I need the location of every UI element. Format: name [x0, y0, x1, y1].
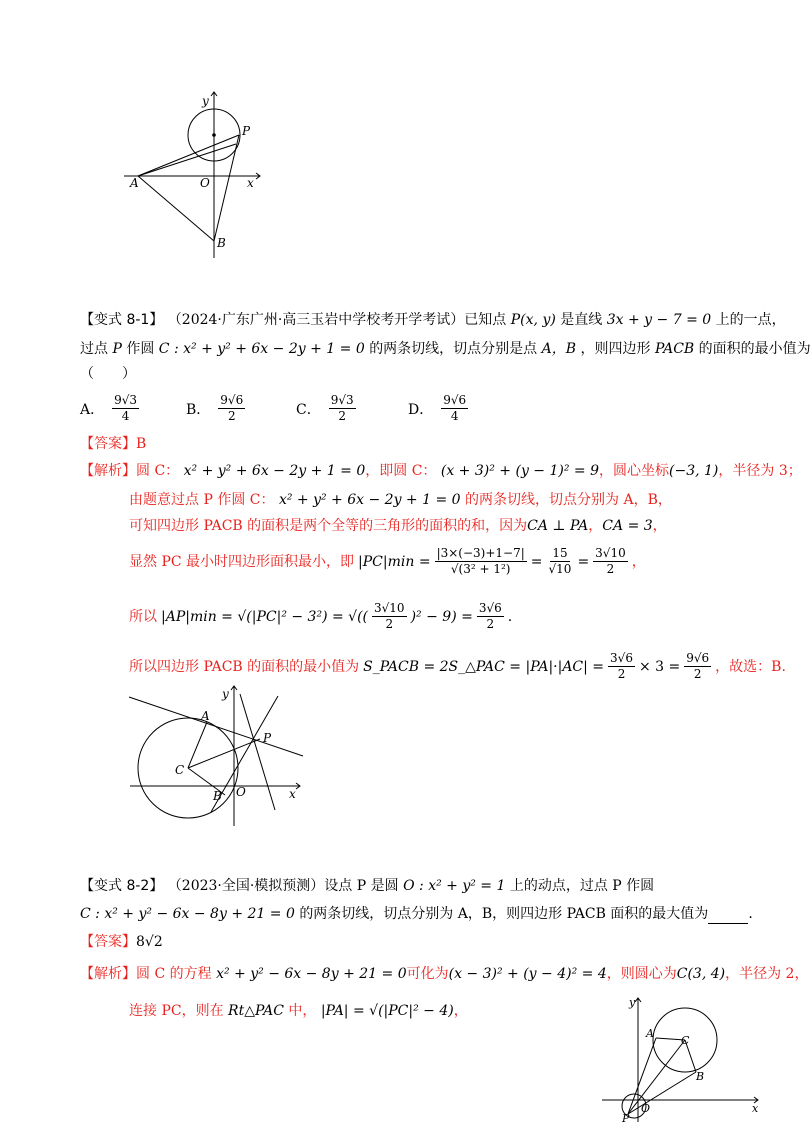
frac-num: 3√10 — [595, 546, 626, 560]
v81-line-2 — [80, 339, 811, 359]
option-letter: D． — [408, 401, 434, 418]
v81-l2-e: 的面积的最小值为 — [698, 341, 811, 357]
v81-l2-c: 的两条切线，切点分别是点 — [369, 341, 538, 357]
fig1-label-p: P — [242, 124, 251, 138]
s1-eq2: (x + 3)² + (y − 1)² = 9 — [440, 463, 599, 479]
s2-text: 由题意过点 P 作圆 C： — [129, 492, 275, 508]
option-fraction — [329, 393, 356, 424]
v81-l2-b: 作圆 — [126, 341, 155, 357]
fig2-label-y: y — [222, 687, 229, 701]
s1-center: (−3, 1) — [669, 463, 719, 479]
s1-text: 圆 C 的方程 — [136, 966, 212, 982]
v81-analysis-line-6 — [129, 651, 786, 682]
v81-l2-a: 过点 — [80, 341, 108, 357]
fig3-label-a: A — [646, 1027, 654, 1040]
segment-pb — [214, 135, 239, 241]
s4-lhs: |PC|min = — [358, 553, 431, 570]
frac-num: 9√6 — [443, 393, 467, 407]
fig1-label-b: B — [217, 236, 226, 250]
s3-b: ， — [588, 518, 603, 534]
frac-num: 15 — [552, 546, 568, 560]
v81-source: （2024·广东广州·高三玉岩中学校考开学考试）已知点 — [167, 312, 507, 328]
s4-end: ， — [631, 553, 646, 570]
frac-num: |3×(−3)+1−7| — [436, 546, 525, 560]
figure-2 — [125, 682, 315, 830]
s1-center: C(3, 4) — [676, 966, 726, 982]
v82-source: （2023·全国·模拟预测）设点 P 是圆 — [167, 878, 399, 894]
s3-text: 可知四边形 PACB 的面积是两个全等的三角形的面积的和，因为 — [129, 518, 528, 534]
s3-c: ， — [652, 518, 667, 534]
v82-analysis-line-2 — [129, 1001, 468, 1021]
s4-eq2: = — [577, 553, 590, 570]
frac-den: 4 — [450, 409, 459, 423]
s4-eq: = — [530, 553, 543, 570]
s6-frac-1 — [608, 651, 635, 682]
v81-line-eq: 3x + y − 7 = 0 — [606, 312, 712, 328]
fig3-label-x: x — [752, 1102, 759, 1115]
analysis-tag: 【解析】 — [80, 463, 136, 479]
fig2-label-p: P — [263, 731, 272, 745]
s1-c: ，圆心坐标 — [599, 463, 669, 479]
frac-num: 3√6 — [610, 651, 633, 665]
v82-l2-b: 的两条切线，切点分别为 A，B，则四边形 PACB 面积的最大值为 — [299, 906, 709, 922]
v81-circle-eq: C : x² + y² + 6x − 2y + 1 = 0 — [158, 341, 365, 357]
v81-answer — [80, 434, 146, 454]
s4-frac-2 — [547, 546, 574, 577]
v81-text-line: 是直线 — [560, 312, 603, 328]
s1-b: 可化为 — [406, 966, 449, 982]
s1-text: 圆 C： — [136, 463, 180, 479]
v81-option-a — [80, 393, 139, 424]
s1-eq2: (x − 3)² + (y − 4)² = 4 — [448, 966, 607, 982]
v82-analysis-line-1 — [80, 964, 808, 984]
v81-point-p: P(x, y) — [510, 312, 556, 328]
frac-num: 3√6 — [478, 601, 502, 615]
s2-b: 中， — [288, 1003, 317, 1019]
v81-l2-ab: A，B — [541, 341, 577, 357]
frac-den: 2 — [385, 617, 394, 631]
answer-value: 8√2 — [136, 934, 163, 950]
frac-den: 2 — [338, 409, 346, 423]
frac-den: 2 — [617, 667, 626, 681]
segment-cp — [188, 739, 260, 768]
v81-l2-d: ，则四边形 — [580, 341, 651, 357]
fig1-label-o: O — [200, 176, 210, 190]
fig3-label-o: O — [641, 1102, 651, 1115]
v81-option-d — [408, 393, 468, 424]
fig2-label-b: B — [213, 789, 222, 803]
s5-text: 所以 — [129, 608, 157, 625]
option-fraction — [218, 393, 245, 424]
s1-b: ，即圆 C： — [365, 463, 437, 479]
fig3-label-y: y — [629, 996, 636, 1009]
v81-analysis-line-4 — [129, 546, 646, 577]
s2-eq: |PA| = √(|PC|² − 4) — [320, 1003, 454, 1019]
fig1-label-x: x — [247, 176, 254, 190]
frac-den: √10 — [548, 562, 572, 576]
s4-frac-1 — [435, 546, 527, 577]
v81-paren: （ ） — [80, 366, 136, 382]
frac-num: 9√3 — [330, 393, 354, 407]
v82-line-2 — [80, 904, 753, 924]
v81-tag: 【变式 8-1】 — [80, 312, 164, 328]
frac-den: 2 — [486, 617, 495, 631]
s5-lhs: |AP|min = √(|PC|² − 3²) = √(( — [161, 608, 369, 625]
fig2-label-x: x — [289, 787, 296, 801]
option-fraction — [112, 393, 139, 424]
v81-analysis-line-5 — [129, 601, 512, 632]
s3-eq: CA ⊥ PA — [527, 518, 589, 534]
s1-c: ，则圆心为 — [606, 966, 677, 982]
v81-option-b — [186, 393, 245, 424]
figure-3 — [598, 994, 768, 1126]
s3-eq2: CA = 3 — [602, 518, 653, 534]
fig1-label-y: y — [202, 94, 209, 108]
s2-b: 的两条切线，切点分别为 A，B， — [465, 492, 672, 508]
fig3-label-b: B — [696, 1070, 705, 1083]
s4-frac-3 — [593, 546, 628, 577]
frac-den: 2 — [606, 562, 615, 576]
s6-mid: × 3 = — [638, 658, 681, 675]
s1-eq: x² + y² + 6x − 2y + 1 = 0 — [183, 463, 366, 479]
fig3-label-p: P — [622, 1112, 630, 1125]
figure-1 — [120, 88, 270, 268]
s2-text: 连接 PC，则在 — [129, 1003, 224, 1019]
answer-tag: 【答案】 — [80, 436, 136, 452]
v82-tag: 【变式 8-2】 — [80, 878, 164, 894]
v82-l2-end: . — [748, 906, 753, 922]
v81-analysis-line-2 — [129, 490, 672, 510]
v82-answer — [80, 932, 163, 952]
s6-text: 所以四边形 PACB 的面积的最小值为 — [129, 658, 360, 675]
center-dot — [212, 133, 216, 137]
fig1-label-a: A — [130, 176, 139, 190]
s1-d: ，半径为 2， — [725, 966, 809, 982]
v82-circle-o: O : x² + y² = 1 — [403, 878, 506, 894]
s2-eq: x² + y² + 6x − 2y + 1 = 0 — [278, 492, 461, 508]
v82-t-b: 上的动点，过点 P 作圆 — [509, 878, 655, 894]
s5-frac-1 — [372, 601, 407, 632]
v81-analysis-line-3 — [129, 516, 667, 536]
answer-value: B — [136, 436, 147, 452]
s4-text: 显然 PC 最小时四边形面积最小，即 — [129, 553, 355, 570]
s1-eq: x² + y² − 6x − 8y + 21 = 0 — [216, 966, 407, 982]
frac-den: √(3² + 1²) — [450, 562, 511, 576]
v81-line-1 — [80, 310, 786, 330]
fig3-label-c: C — [681, 1034, 690, 1047]
s5-mid: )² − 9) = — [410, 608, 473, 625]
s2-tri: Rt△PAC — [228, 1003, 284, 1019]
v82-circle-c: C : x² + y² − 6x − 8y + 21 = 0 — [80, 906, 295, 922]
option-letter: A． — [80, 401, 105, 418]
frac-den: 2 — [227, 409, 236, 423]
option-fraction — [441, 393, 468, 424]
answer-tag: 【答案】 — [80, 934, 136, 950]
s1-d: ，半径为 3； — [718, 463, 802, 479]
v81-analysis-line-1 — [80, 461, 802, 481]
analysis-tag: 【解析】 — [80, 966, 136, 982]
frac-num: 9√6 — [686, 651, 710, 665]
frac-den: 2 — [693, 667, 702, 681]
fig2-label-c: C — [175, 763, 185, 777]
frac-num: 3√10 — [374, 601, 405, 615]
v81-l2-p: P — [112, 341, 122, 357]
v82-line-1 — [80, 876, 654, 896]
fig2-label-o: O — [236, 785, 246, 799]
v81-text-on: 上的一点， — [715, 312, 786, 328]
frac-den: 4 — [121, 409, 130, 423]
v81-option-c — [296, 393, 356, 424]
answer-blank — [708, 909, 748, 924]
fig2-label-a: A — [201, 709, 210, 723]
s5-end: . — [507, 608, 513, 625]
s6-frac-2 — [684, 651, 711, 682]
frac-num: 9√6 — [220, 393, 244, 407]
s6-eq: S_PACB = 2S_△PAC = |PA|·|AC| = — [363, 658, 605, 675]
s5-frac-2 — [477, 601, 504, 632]
v81-l2-pacb: PACB — [654, 341, 695, 357]
option-letter: C． — [296, 401, 321, 418]
tangent-pa — [129, 697, 303, 756]
segment-pc — [628, 1040, 685, 1114]
frac-num: 9√3 — [114, 393, 138, 407]
s6-end: ，故选：B. — [715, 658, 786, 675]
s2-c: ， — [453, 1003, 468, 1019]
option-letter: B． — [186, 401, 211, 418]
